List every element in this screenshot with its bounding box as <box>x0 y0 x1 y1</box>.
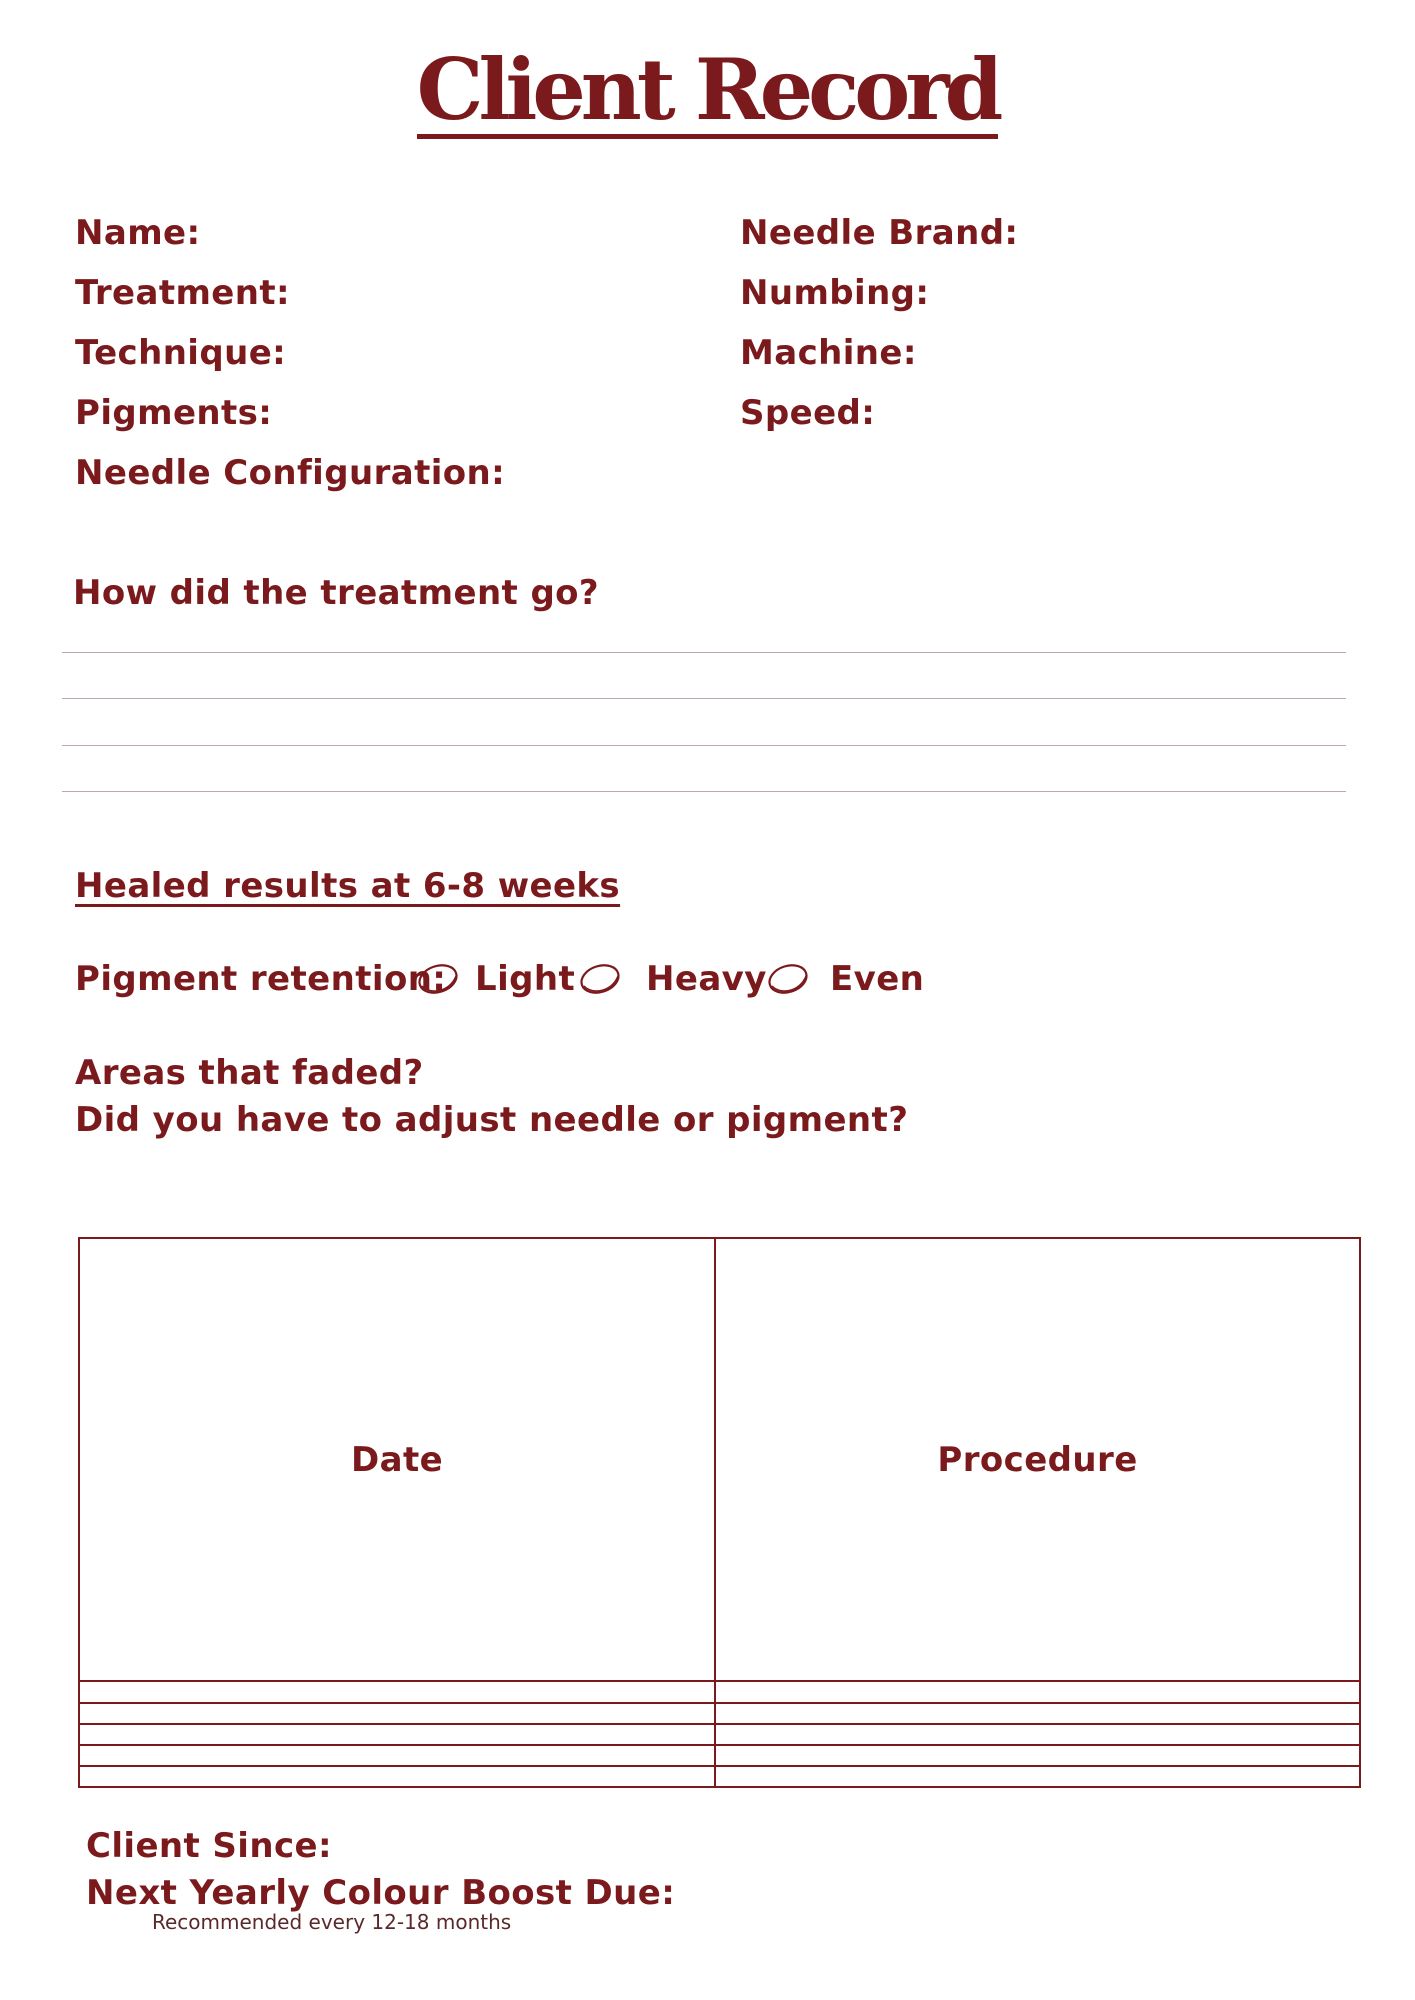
radio-even-icon[interactable] <box>766 962 810 996</box>
areas-faded-question: Areas that faded? <box>75 1053 424 1093</box>
column-header-procedure: Procedure <box>715 1238 1360 1681</box>
table-row <box>79 1745 1360 1766</box>
table-header-row <box>79 1238 1360 1681</box>
field-pigments-label: Pigments: <box>75 393 273 433</box>
field-treatment-label: Treatment: <box>75 273 291 313</box>
procedure-cell[interactable] <box>715 1766 1360 1787</box>
procedure-cell[interactable] <box>715 1681 1360 1702</box>
field-speed-label: Speed: <box>740 393 876 433</box>
procedure-cell[interactable] <box>715 1745 1360 1766</box>
procedure-cell[interactable] <box>715 1724 1360 1745</box>
table-row <box>79 1681 1360 1702</box>
field-needle-configuration-label: Needle Configuration: <box>75 453 506 493</box>
writing-line[interactable] <box>62 791 1346 792</box>
field-numbing-label: Numbing: <box>740 273 930 313</box>
field-needle-brand-label: Needle Brand: <box>740 213 1019 253</box>
date-cell[interactable] <box>79 1745 715 1766</box>
colour-boost-due-label: Next Yearly Colour Boost Due: <box>86 1873 676 1913</box>
date-cell[interactable] <box>79 1681 715 1702</box>
table-row <box>79 1724 1360 1745</box>
date-cell[interactable] <box>79 1724 715 1745</box>
table-row <box>79 1703 1360 1724</box>
date-cell[interactable] <box>79 1703 715 1724</box>
writing-line[interactable] <box>62 652 1346 653</box>
field-technique-label: Technique: <box>75 333 287 373</box>
option-heavy-label: Heavy <box>646 959 767 999</box>
adjust-needle-question: Did you have to adjust needle or pigment? <box>75 1100 909 1140</box>
date-cell[interactable] <box>79 1766 715 1787</box>
recommendation-note: Recommended every 12-18 months <box>152 1910 512 1934</box>
pigment-retention-label: Pigment retention: <box>75 959 447 999</box>
healed-results-heading: Healed results at 6-8 weeks <box>75 866 621 906</box>
page-title-text: Client Record <box>416 40 999 139</box>
field-machine-label: Machine: <box>740 333 917 373</box>
field-name-label: Name: <box>75 213 201 253</box>
page-title <box>0 40 1415 139</box>
option-light-label: Light <box>475 959 576 999</box>
table-row <box>79 1766 1360 1787</box>
procedure-cell[interactable] <box>715 1703 1360 1724</box>
option-even-label: Even <box>830 959 925 999</box>
treatment-question: How did the treatment go? <box>73 573 600 613</box>
procedure-table <box>78 1237 1361 1788</box>
writing-line[interactable] <box>62 698 1346 699</box>
radio-heavy-icon[interactable] <box>578 962 622 996</box>
radio-light-icon[interactable] <box>416 962 460 996</box>
client-since-label: Client Since: <box>86 1826 332 1866</box>
writing-line[interactable] <box>62 745 1346 746</box>
column-header-date: Date <box>79 1238 715 1681</box>
